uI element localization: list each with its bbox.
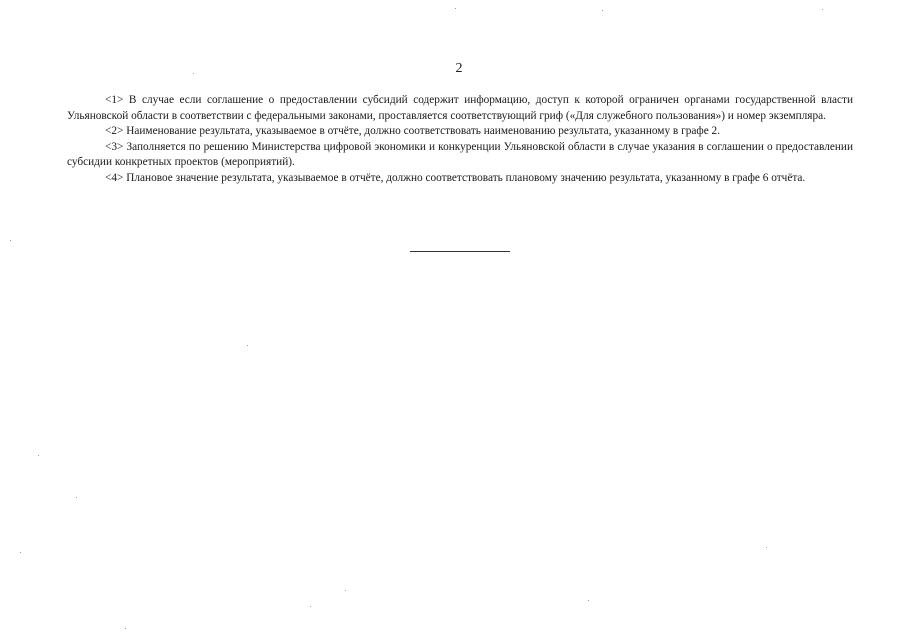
- footnote-marker: <2>: [105, 125, 124, 138]
- footnotes-block: [67, 93, 853, 187]
- footnote-3: [67, 140, 853, 171]
- footnote-1: [67, 93, 853, 124]
- end-divider-line: [410, 251, 510, 252]
- footnote-text: В случае если соглашение о предоставлении субсидий содержит информацию, доступ к которой ограничен органами государственной власти Ульяновской области в соответствии с федеральными законами, проставляется соответствующий гриф («Для служебного пользования») и номер экземпляра.: [67, 94, 853, 122]
- footnote-marker: <4>: [105, 171, 124, 184]
- footnote-marker: <1>: [105, 94, 124, 106]
- footnote-text: Плановое значение результата, указываемое в отчёте, должно соответствовать плановому значению результата, указанному в графе 6 отчёта.: [126, 171, 806, 184]
- footnote-4: [67, 171, 853, 187]
- page-number: 2: [455, 61, 463, 76]
- footnote-text: Заполняется по решению Министерства цифровой экономики и конкуренции Ульяновской области в случае указания в соглашении о предоставлении субсидии конкретных проектов (мероприятий).: [67, 140, 853, 169]
- footnote-marker: <3>: [105, 140, 124, 153]
- footnote-2: [67, 124, 853, 140]
- footnote-text: Наименование результата, указываемое в отчёте, должно соответствовать наименованию результата, указанному в графе 2.: [126, 125, 721, 138]
